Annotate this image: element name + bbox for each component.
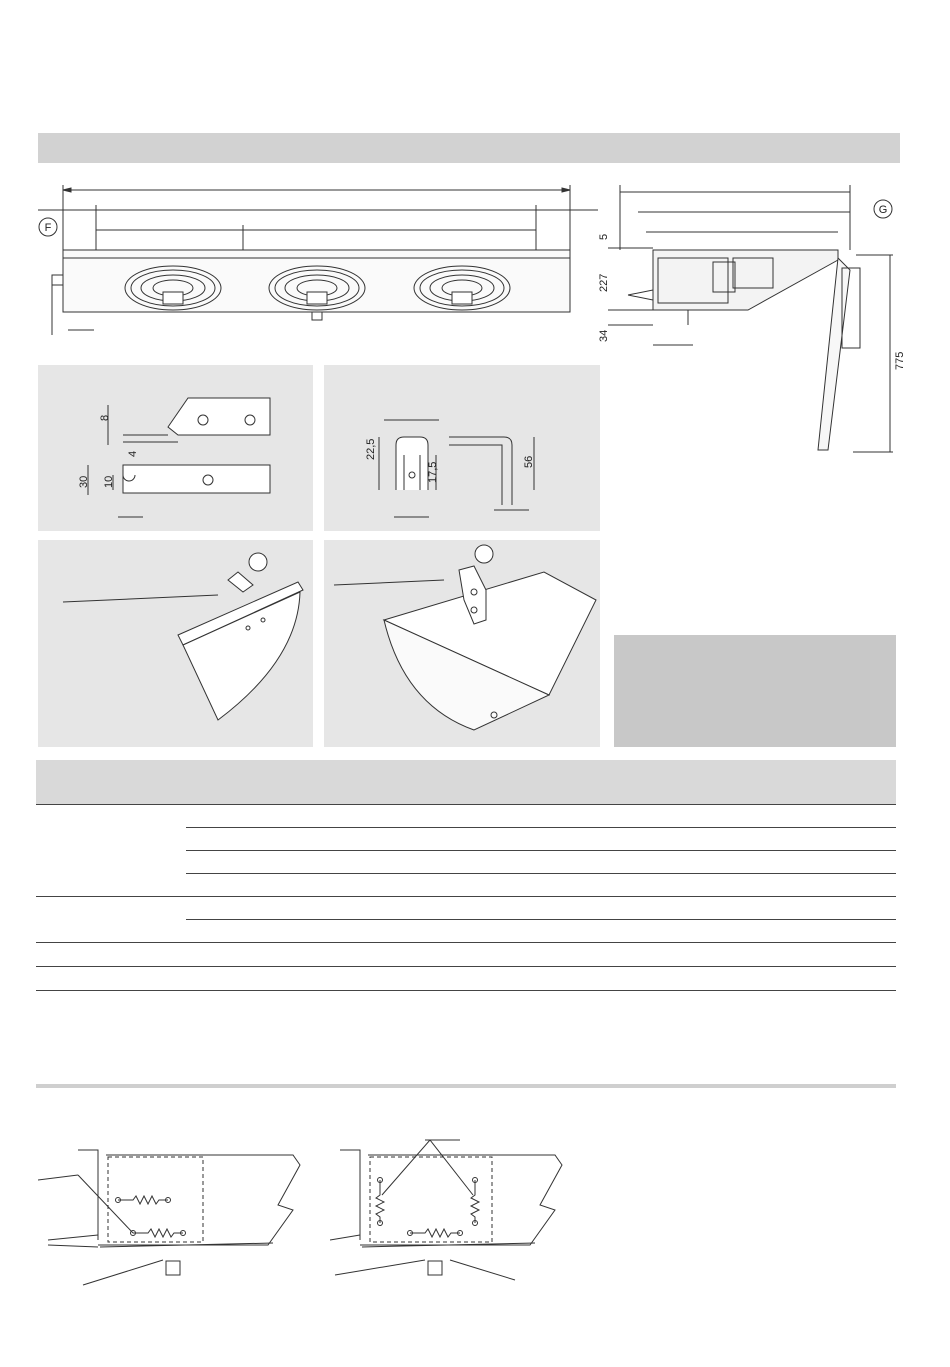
table-row-divider — [186, 873, 896, 874]
dim-22-5: 22,5 — [365, 438, 377, 460]
section-header-bar — [38, 133, 900, 163]
front-view-drawing — [38, 180, 598, 350]
table-header — [36, 760, 896, 804]
dim-56: 56 — [523, 455, 535, 468]
dim-5: 5 — [598, 233, 610, 240]
table-row-divider — [36, 942, 896, 943]
mounting-perspective-panel-1 — [38, 540, 313, 747]
svg-text:G: G — [878, 204, 888, 216]
heater-diagram-2 — [330, 1135, 580, 1305]
bracket-detail-panel-1 — [38, 365, 313, 531]
info-box — [614, 635, 896, 747]
svg-text:F: F — [44, 222, 52, 234]
dim-34: 34 — [598, 329, 610, 342]
dim-10: 10 — [103, 475, 115, 488]
section-separator — [36, 1084, 896, 1088]
dim-775: 775 — [894, 351, 906, 370]
callout-f — [37, 216, 59, 238]
dim-8: 8 — [99, 414, 111, 421]
table-row-divider — [36, 966, 896, 967]
table-row-divider — [186, 850, 896, 851]
table-row-divider — [36, 896, 896, 897]
side-view-drawing — [598, 180, 908, 460]
table-row-divider — [186, 919, 896, 920]
dim-17-5: 17,5 — [427, 461, 439, 483]
table-row-divider — [186, 827, 896, 828]
dim-227: 227 — [598, 273, 610, 292]
bracket-detail-panel-2 — [324, 365, 600, 531]
dim-4: 4 — [127, 450, 139, 457]
dim-30: 30 — [78, 475, 90, 488]
callout-g — [872, 198, 894, 220]
mounting-perspective-panel-2 — [324, 540, 600, 747]
table-row-divider — [36, 990, 896, 991]
table-row-divider — [36, 804, 896, 805]
heater-diagram-1 — [38, 1135, 328, 1305]
